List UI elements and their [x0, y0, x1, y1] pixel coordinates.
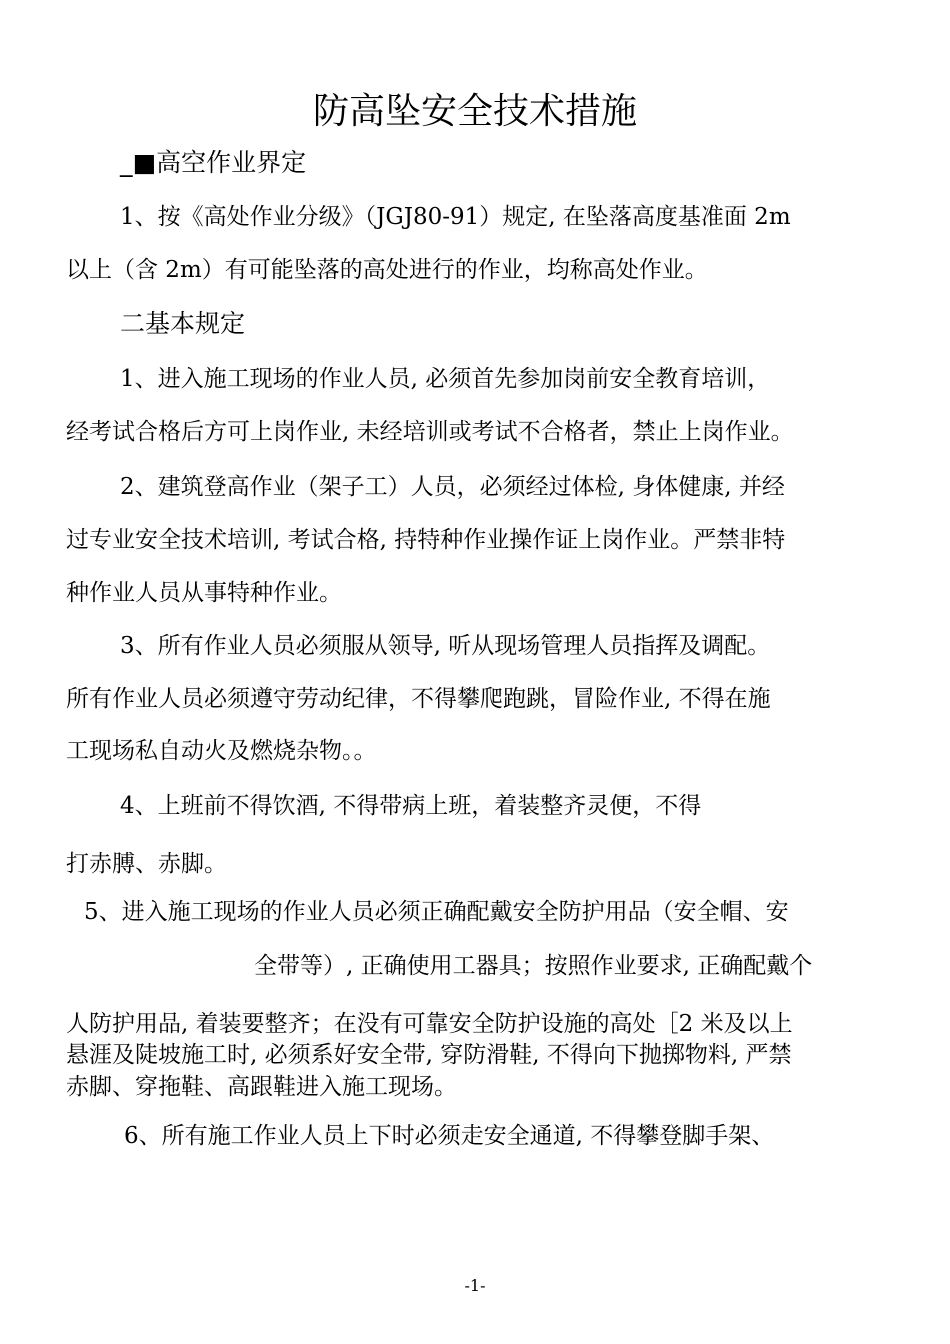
- paragraph-line: 工现场私自动火及燃烧杂物。。: [66, 738, 377, 764]
- section-heading-basic-rules: 二基本规定: [120, 309, 246, 338]
- paragraph-line: 人防护用品, 着装要整齐；在没有可靠安全防护设施的高处［2 米及以上: [66, 1011, 793, 1037]
- page-number: -1-: [464, 1276, 486, 1295]
- paragraph-line: 所有作业人员必须遵守劳动纪律，不得攀爬跑跳，冒险作业, 不得在施: [66, 686, 771, 712]
- paragraph-line: 5、进入施工现场的作业人员必须正确配戴安全防护用品（安全帽、安: [84, 899, 789, 925]
- section-heading-definition: _■高空作业界定: [120, 148, 307, 177]
- paragraph-line: 打赤膊、赤脚。: [66, 851, 227, 877]
- paragraph-line: 4、上班前不得饮酒, 不得带病上班，着装整齐灵便，不得: [120, 793, 702, 819]
- paragraph-line: 2、建筑登高作业（架子工）人员，必须经过体检, 身体健康, 并经: [120, 474, 785, 500]
- document-title: 防高坠安全技术措施: [312, 91, 637, 132]
- paragraph-line: 1、进入施工现场的作业人员, 必须首先参加岗前安全教育培训，: [120, 366, 771, 392]
- paragraph-line: 经考试合格后方可上岗作业, 未经培训或考试不合格者，禁止上岗作业。: [66, 419, 794, 445]
- paragraph-line: 赤脚、穿拖鞋、高跟鞋进入施工现场。: [66, 1074, 457, 1100]
- paragraph-line: 全带等）, 正确使用工器具；按照作业要求, 正确配戴个: [254, 953, 813, 979]
- paragraph-line: 以上（含 2m）有可能坠落的高处进行的作业，均称高处作业。: [66, 257, 708, 283]
- paragraph-line: 悬涯及陡坡施工时, 必须系好安全带, 穿防滑鞋, 不得向下抛掷物料, 严禁: [66, 1042, 792, 1068]
- paragraph-line: 3、所有作业人员必须服从领导, 听从现场管理人员指挥及调配。: [120, 633, 771, 659]
- paragraph-line: 1、按《高处作业分级》（JGJ80-91）规定, 在坠落高度基准面 2m: [120, 204, 791, 230]
- paragraph-line: 种作业人员从事特种作业。: [66, 580, 342, 606]
- paragraph-line: 6、所有施工作业人员上下时必须走安全通道, 不得攀登脚手架、: [124, 1123, 775, 1149]
- paragraph-line: 过专业安全技术培训, 考试合格, 持特种作业操作证上岗作业。严禁非特: [66, 527, 786, 553]
